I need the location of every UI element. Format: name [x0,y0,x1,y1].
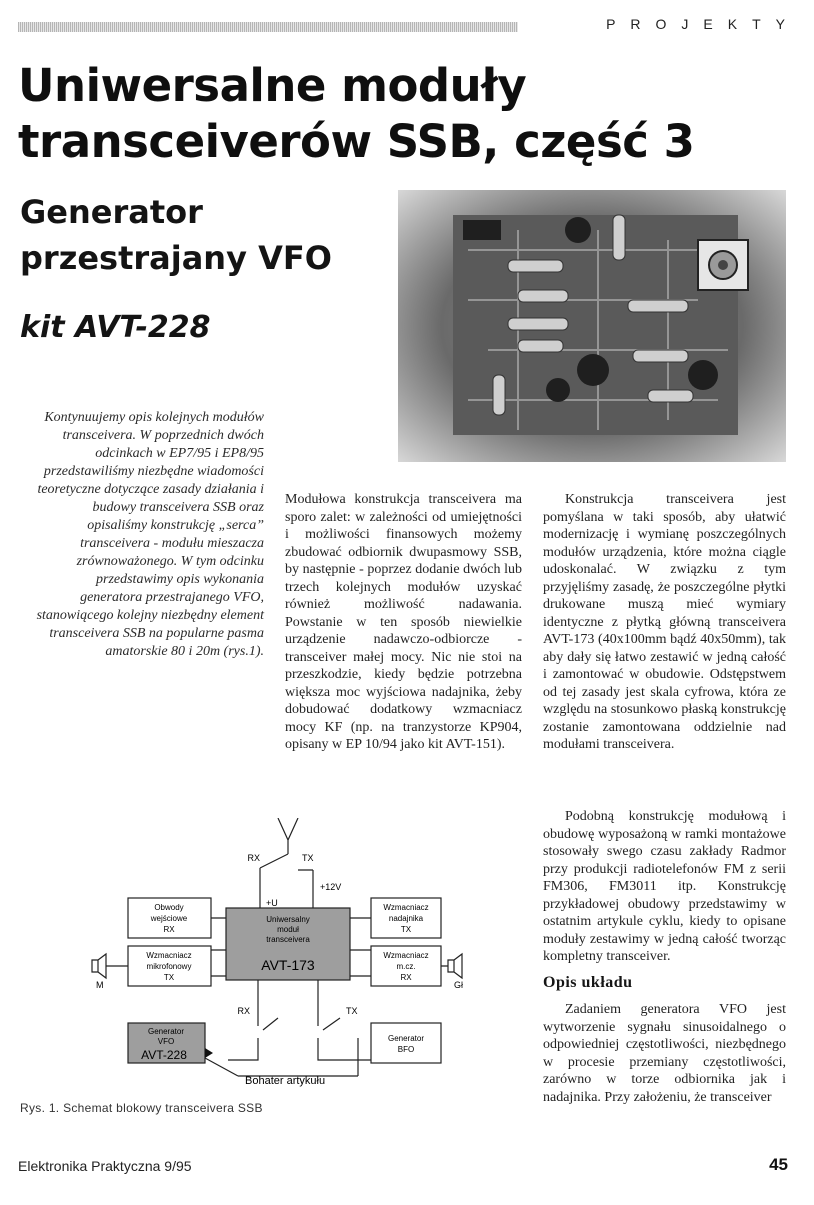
body-column-right [543,491,786,754]
bfo-line1: Generator [387,1034,425,1043]
vfo-line1: Generator [147,1027,185,1036]
center-line3: transceivera [266,935,310,944]
article-title [18,58,808,170]
subtitle-line-2: przestrajany VFO [20,239,332,277]
label-tx-top: TX [302,853,314,863]
title-line-1: Uniwersalne moduły [18,59,527,112]
article-subtitle [20,189,400,281]
paragraph-construction: Konstrukcja transceivera jest pomyślana w taki sposób, aby ułatwić modernizację i wymianę poszczególnych modułów urządzenia, które można ciągle udoskonalać. W związku z tym przyjęliśmy zasadę, że poszczególne płytki drukowane muszą mieć wymiary identyczne z płytką główną transceivera AVT-173 (40x100mm bądź 40x50mm), tak aby dały się łatwo zestawić w jedną całość i zamontować w obudowie. Odstępstwem od tej zasady jest skala cyfrowa, która ze względu na stosunkowo płaską konstrukcję zostanie zamontowana oddzielnie nad modułami transceivera. [543,492,786,752]
wzm-mcz-line1: Wzmacniacz [383,951,429,960]
section-tag: PROJEKTY [606,16,800,32]
wzm-mik-line1: Wzmacniacz [146,951,192,960]
pcb-photo-drawing [398,190,786,462]
block-diagram-svg [88,818,468,1096]
body-column-right-cont [543,808,786,966]
header-rule [18,22,518,32]
center-code: AVT-173 [261,957,315,973]
subtitle-line-1: Generator [20,193,203,231]
paragraph-housing: Podobną konstrukcję modułową i obudowę wyposażoną w ramki montażowe stosowały swego czasu zakłady Radmor przy produkcji radiotelefonów FM z serii FM306, FM3011 itp. Konstrukcję przykładowej obudowy przedstawimy w ostatnim artykule cyklu, kiedy to opisane moduły zestawimy w jedną całość tworząc kompletny transceiver. [543,809,786,964]
bfo-line2: BFO [397,1045,415,1054]
speaker-label: Gł [454,980,463,990]
kit-label: kit AVT-228 [20,310,211,345]
center-line1: Uniwersalny [266,915,310,924]
center-line2: moduł [277,925,299,934]
obwody-line1: Obwody [154,903,184,912]
obwody-line3: RX [163,925,175,934]
mic-label: M [96,980,104,990]
footer-magazine: Elektronika Praktyczna 9/95 [18,1158,192,1174]
bohater-label: Bohater artykułu [245,1075,326,1087]
label-tx-bottom: TX [346,1006,358,1016]
figure-caption: Rys. 1. Schemat blokowy transceivera SSB [20,1101,263,1115]
wzm-mik-line2: mikrofonowy [146,962,192,971]
page-number: 45 [769,1155,788,1174]
label-12v: +12V [320,882,342,892]
block-diagram [88,818,468,1096]
pcb-photo [398,190,786,462]
wzm-nad-line3: TX [400,925,412,934]
label-plus-u: +U [266,898,278,908]
paragraph-vfo-task: Zadaniem generatora VFO jest wytworzenie sygnału sinusoidalnego o odpowiedniej częstotliwości, niezbędnego w procesie przemiany częstotliwości, zarówno w torze odbiornika jak i nadajnika. Przy założeniu, że transceiver [543,1002,786,1105]
label-rx-bottom: RX [237,1006,250,1016]
wzm-nad-line1: Wzmacniacz [383,903,429,912]
article-lead: Kontynuujemy opis kolejnych modułów transceivera. W poprzednich dwóch odcinkach w EP7/95 i EP8/95 przedstawiliśmy niezbędne wiadomości teoretyczne dotyczące zasady działania i budowy transceivera SSB oraz opisaliśmy konstrukcję „serca” transceivera - modułu mieszacza zrównoważonego. W tym odcinku przedstawimy opis wykonania generatora przestrajanego VFO, stanowiącego kolejny niezbędny element transceivera SSB na popularne pasma amatorskie 80 i 20m (rys.1). [36,410,264,659]
wzm-mik-line3: TX [163,973,175,982]
label-rx-top: RX [247,853,260,863]
vfo-line2: VFO [157,1037,175,1046]
obwody-line2: wejściowe [150,914,188,923]
title-line-2: transceiverów SSB, część 3 [18,115,695,168]
wzm-mcz-line2: m.cz. [396,962,416,971]
body-column-right-end [543,1001,786,1106]
wzm-mcz-line3: RX [400,973,412,982]
wzm-nad-line2: nadajnika [388,914,424,923]
section-heading-opis: Opis układu [543,974,633,991]
body-column-middle: Modułowa konstrukcja transceivera ma sporo zalet: w zależności od umiejętności i możliwości finansowych możemy zbudować odbiornik dwupasmowy SSB, by następnie - poprzez dodanie dwóch lub trzech kolejnych modułów uzyskać również możliwość nadawania. Powstanie w ten sposób niewielkie urządzenie nadawczo-odbiorcze - transceiver małej mocy. Nic nie stoi na przeszkodzie, kiedy będzie potrzebna większa moc wyjściowa nadajnika, żeby dobudować dodatkowy wzmacniacz mocy KF (np. na tranzystorze KP904, opisany w EP 10/94 jako kit AVT-151). [285,492,522,752]
vfo-code: AVT-228 [141,1048,187,1062]
